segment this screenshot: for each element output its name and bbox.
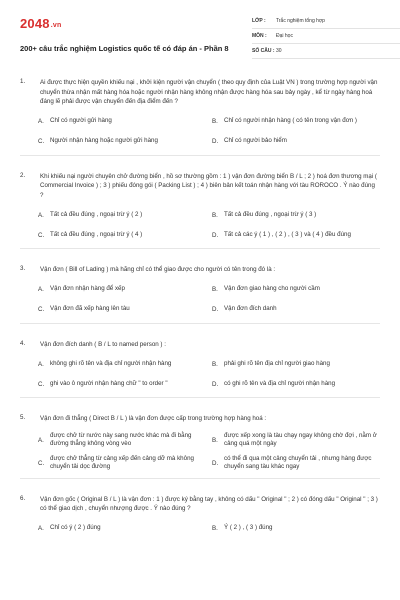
document-header (20, 14, 380, 58)
answer-option-b[interactable] (212, 357, 386, 371)
question-item (20, 78, 380, 172)
meta-value: 30 (276, 48, 282, 54)
answer-option-a[interactable] (38, 357, 212, 371)
answer-option-c[interactable] (38, 455, 212, 472)
question-list (20, 78, 380, 544)
answer-option-c[interactable] (38, 135, 212, 149)
answer-option-a[interactable] (38, 432, 212, 449)
option-letter: D. (212, 459, 219, 467)
option-text: Tất cả đều đúng , ngoại trừ ý ( 4 ) (50, 230, 143, 238)
option-text: ghi vào ô người nhận hàng chữ " to order " (50, 379, 168, 387)
answer-option-b[interactable] (212, 522, 386, 536)
answer-options (38, 357, 380, 391)
option-letter: A. (38, 211, 44, 219)
option-text: được xếp xong là tàu chạy ngay không chờ đợi , nằm ở cảng quá một ngày (224, 431, 377, 447)
answer-options (38, 522, 380, 536)
meta-key: LỚP : (252, 18, 266, 24)
page-title: 200+ câu trắc nghiệm Logistics quốc tế có đáp án - Phần 8 (20, 44, 229, 53)
answer-options (38, 208, 380, 242)
answer-option-c[interactable] (38, 228, 212, 242)
option-letter: C. (38, 231, 45, 239)
option-text: được chở từ nước này sang nước khác mà đi bằng đường thẳng không vòng vèo (50, 431, 192, 447)
question-item (20, 414, 380, 495)
question-item (20, 172, 380, 266)
answer-option-d[interactable] (212, 455, 386, 472)
question-text: Vận đơn đích danh ( B / L to named person ) : (40, 340, 166, 348)
meta-row-subject (252, 29, 400, 44)
answer-option-d[interactable] (212, 135, 386, 149)
option-text: Người nhận hàng hoặc người gửi hàng (50, 137, 158, 145)
option-letter: A. (38, 118, 44, 125)
meta-value: Trắc nghiệm tổng hợp (276, 18, 325, 24)
option-letter: C. (38, 306, 45, 313)
question-item (20, 265, 380, 340)
answer-option-d[interactable] (212, 228, 386, 242)
option-text: phải ghi rõ tên địa chỉ người giao hàng (224, 359, 330, 367)
option-text: Vận đơn nhận hàng để xếp (50, 285, 125, 293)
question-number: 2. (20, 171, 26, 179)
answer-options (38, 432, 380, 472)
meta-key: MÔN : (252, 33, 267, 39)
question-text: Vận đơn gốc ( Original B / L ) là vận đơn : 1 ) được ký bằng tay , không có dấu " Original " ; 2 ) có đóng dấu " Original " ; 3 ) có thể giao dịch , chuyển nhượng được . Ý nào đúng ? (40, 495, 378, 512)
option-letter: D. (212, 306, 219, 313)
meta-value: Đại học (276, 33, 293, 39)
option-text: Chỉ có người bảo hiểm (224, 137, 287, 145)
question-number: 1. (20, 78, 26, 85)
logo-text: 2048 (20, 16, 50, 31)
divider (20, 323, 380, 324)
question-number: 3. (20, 265, 26, 272)
option-text: có thể đi qua một cảng chuyển tải , nhưng hàng được chuyển sang tàu khác ngay (224, 454, 372, 470)
answer-option-b[interactable] (212, 432, 386, 449)
option-letter: D. (212, 231, 219, 239)
logo-suffix: .vn (50, 22, 62, 29)
option-letter: B. (212, 211, 218, 219)
option-text: Vận đơn giao hàng cho người cầm (224, 285, 320, 293)
option-letter: D. (212, 138, 219, 145)
option-letter: A. (38, 360, 44, 368)
question-text: Vận đơn đi thẳng ( Direct B / L ) là vận đơn được cấp trong trường hợp hàng hoá : (40, 415, 267, 422)
option-text: Chỉ có người nhận hàng ( có tên trong vận đơn ) (224, 117, 357, 125)
option-letter: B. (212, 525, 218, 532)
answer-option-d[interactable] (212, 377, 386, 391)
option-text: không ghi rõ tên và địa chỉ người nhận hàng (50, 359, 172, 367)
option-text: Vận đơn đã xếp hàng lên tàu (50, 305, 130, 313)
option-letter: A. (38, 525, 44, 532)
answer-option-a[interactable] (38, 283, 212, 297)
question-text: Vận đơn ( Bill of Lading ) mà hãng chỉ có thể giao được cho người có tên trong đó là : (40, 266, 276, 273)
option-text: Tất cả các ý ( 1 ) , ( 2 ) , ( 3 ) và ( 4 ) đều đúng (224, 230, 351, 238)
question-number: 4. (20, 339, 26, 347)
option-text: Ý ( 2 ) , ( 3 ) đúng (224, 524, 273, 532)
option-letter: B. (212, 436, 218, 444)
answer-option-d[interactable] (212, 303, 386, 317)
option-text: Chỉ có ý ( 2 ) đúng (50, 524, 101, 532)
answer-option-c[interactable] (38, 377, 212, 391)
option-letter: A. (38, 286, 44, 293)
answer-option-c[interactable] (38, 303, 212, 317)
option-letter: A. (38, 436, 44, 444)
option-letter: C. (38, 380, 45, 388)
divider (20, 397, 380, 398)
option-letter: B. (212, 118, 218, 125)
question-item (20, 340, 380, 415)
divider (20, 478, 380, 479)
meta-row-count (252, 44, 400, 59)
answer-option-a[interactable] (38, 522, 212, 536)
site-logo[interactable] (20, 16, 61, 31)
option-letter: B. (212, 360, 218, 368)
question-number: 5. (20, 414, 26, 421)
option-letter: C. (38, 459, 45, 467)
meta-key: SỐ CÂU : (252, 48, 275, 54)
question-number: 6. (20, 494, 26, 502)
divider (20, 155, 380, 156)
option-text: được chở thẳng từ cảng xếp đến cảng dỡ mà không chuyển tải dọc đường (50, 454, 194, 470)
answer-options (38, 283, 380, 317)
answer-option-a[interactable] (38, 115, 212, 129)
meta-row-class (252, 14, 400, 29)
answer-option-b[interactable] (212, 283, 386, 297)
answer-option-a[interactable] (38, 208, 212, 222)
option-text: Tất cả đều đúng , ngoại trừ ý ( 3 ) (224, 210, 317, 218)
option-text: Chỉ có người gửi hàng (50, 117, 112, 125)
question-text: Ai được thực hiện quyền khiếu nại , khởi kiện người vận chuyển ( theo quy định của Luật VN ) trong trường hợp người vận chuyển thừa nhận mất hàng hóa hoặc người nhận hàng không nhận được hàng hóa sau bảy ngày , kể từ ngày hàng hoá đáng lẽ phải được vận chuyển đến địa điểm đến ? (40, 79, 378, 105)
option-text: Vận đơn đích danh (224, 305, 277, 313)
answer-option-b[interactable] (212, 115, 386, 129)
question-item (20, 495, 380, 544)
answer-option-b[interactable] (212, 208, 386, 222)
meta-table (252, 14, 400, 59)
option-letter: B. (212, 286, 218, 293)
answer-options (38, 115, 380, 149)
option-text: Tất cả đều đúng , ngoại trừ ý ( 2 ) (50, 210, 143, 218)
option-text: có ghi rõ tên và địa chỉ người nhận hàng (224, 379, 336, 387)
question-text: Khi khiếu nại người chuyên chở đường biển , hồ sơ thường gồm : 1 ) vận đơn đường biển B / L ; 2 ) hoá đơn thương mại ( Commercial Invoice ) ; 3 ) phiếu đóng gói ( Packing List ) ; 4 ) biên bản kết toán nhận hàng với tàu ROROCO . Ý nào đúng ? (40, 172, 377, 199)
option-letter: D. (212, 380, 219, 388)
option-letter: C. (38, 138, 45, 145)
divider (20, 248, 380, 249)
